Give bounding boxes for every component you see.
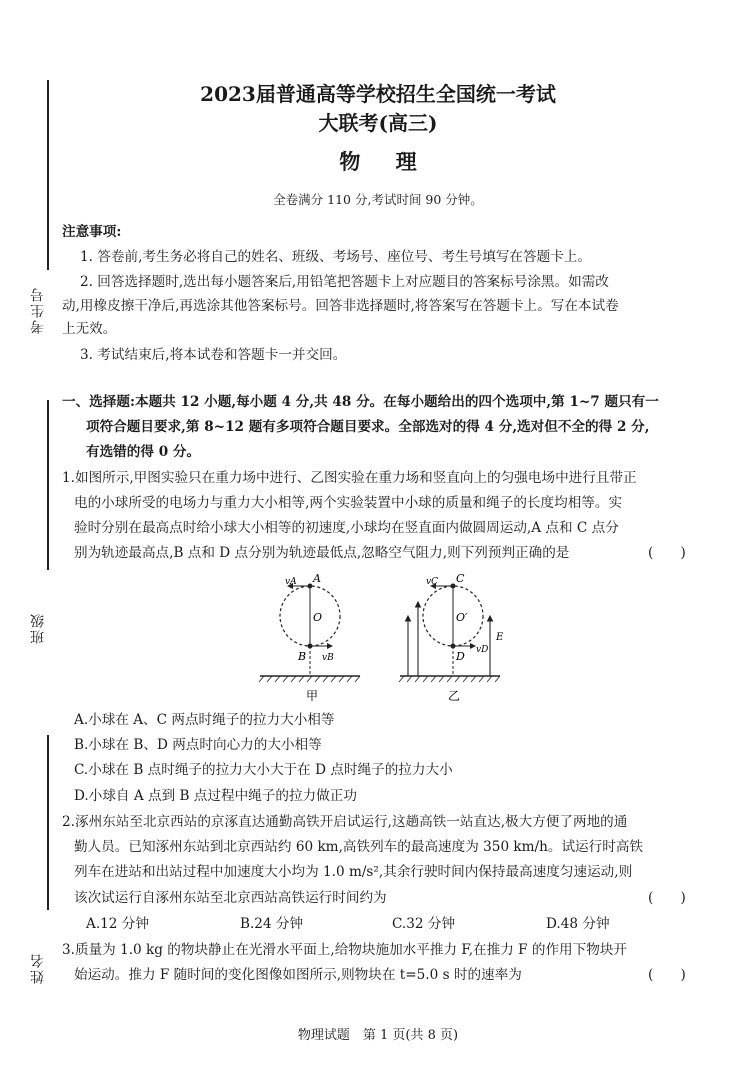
label-D: D — [456, 650, 465, 663]
q2-option-a: A.12 分钟 — [86, 916, 149, 932]
binding-line-low — [47, 735, 49, 910]
figure-yi — [399, 572, 504, 703]
q2-line3: 列车在进站和出站过程中加速度大小均为 1.0 m/s²,其余行驶时间内保持最高速度匀速运动,则 — [74, 864, 633, 880]
q2-answer-paren: ( ) — [648, 890, 686, 906]
q1-option-a: A.小球在 A、C 两点时绳子的拉力大小相等 — [74, 712, 335, 728]
notice-item-1: 1. 答卷前,考生务必将自己的姓名、班级、考场号、座位号、考生号填写在答题卡上。 — [80, 249, 591, 265]
notice-item-3: 3. 考试结束后,将本试卷和答题卡一并交回。 — [80, 347, 347, 363]
label-O-prime: O′ — [456, 611, 468, 624]
label-C: C — [456, 572, 465, 585]
label-B: B — [298, 650, 307, 663]
q1-option-c: C.小球在 B 点时绳子的拉力大小大于在 D 点时绳子的拉力大小 — [74, 762, 453, 778]
section1-line1: 一、选择题:本题共 12 小题,每小题 4 分,共 48 分。在每小题给出的四个选项中,第 1~7 题只有一 — [62, 394, 659, 410]
q1-line3: 验时分别在最高点时给小球大小相等的初速度,小球均在竖直面内做圆周运动,A 点和 C 点分 — [74, 520, 619, 536]
label-E: E — [496, 632, 504, 643]
notice-item-2a: 2. 回答选择题时,选出每小题答案后,用铅笔把答题卡上对应题目的答案标号涂黑。如需改 — [80, 274, 609, 290]
caption-yi: 乙 — [448, 689, 461, 703]
q3-answer-paren: ( ) — [648, 967, 686, 983]
q2-line1: 2.涿州东站至北京西站的京涿直达通勤高铁开启试运行,这趟高铁一站直达,极大方便了两地的通 — [62, 814, 628, 830]
q3-line2: 始运动。推力 F 随时间的变化图像如图所示,则物块在 t=5.0 s 时的速率为 — [74, 967, 522, 983]
exam-number-label: 考生号 — [28, 282, 54, 338]
section1-line3: 有选错的得 0 分。 — [86, 444, 201, 460]
q2-option-c: C.32 分钟 — [392, 916, 456, 932]
label-vA: vA — [285, 577, 297, 587]
label-vB: vB — [322, 653, 334, 663]
binding-line-mid — [47, 400, 49, 570]
exam-title: 2023届普通高等学校招生全国统一考试 — [200, 82, 556, 106]
label-vD: vD — [476, 645, 489, 655]
figure-jia — [259, 572, 360, 703]
q1-option-b: B.小球在 B、D 两点时向心力的大小相等 — [74, 737, 322, 753]
notice-item-2b: 动,用橡皮擦干净后,再选涂其他答案标号。回答非选择题时,将答案写在答题卡上。写在本试卷 — [62, 298, 619, 314]
class-label: 班级 — [28, 608, 54, 648]
subject-title: 物 理 — [339, 149, 431, 174]
section1-line2: 项符合题目要求,第 8~12 题有多项符合题目要求。全部选对的得 4 分,选对但不全的得 2 分, — [86, 419, 650, 435]
q1-figure — [250, 572, 530, 710]
q1-line1: 1.如图所示,甲图实验只在重力场中进行、乙图实验在重力场和竖直向上的匀强电场中进行且带正 — [62, 470, 637, 486]
notice-item-2c: 上无效。 — [62, 321, 117, 337]
page-footer: 物理试题 第 1 页(共 8 页) — [297, 1028, 459, 1043]
q3-line1: 3.质量为 1.0 kg 的物块静止在光滑水平面上,给物块施加水平推力 F,在推力 F 的作用下物块开 — [62, 942, 628, 958]
notice-heading: 注意事项: — [62, 224, 122, 240]
label-vC: vC — [426, 577, 438, 587]
q2-option-d: D.48 分钟 — [546, 916, 610, 932]
exam-subtitle: 大联考(高三) — [318, 111, 438, 135]
q1-line2: 电的小球所受的电场力与重力大小相等,两个实验装置中小球的质量和绳子的长度均相等。实 — [74, 495, 623, 511]
name-label: 姓名 — [28, 948, 54, 988]
label-O: O — [313, 611, 323, 624]
q2-option-b: B.24 分钟 — [240, 916, 304, 932]
score-info: 全卷满分 110 分,考试时间 90 分钟。 — [273, 192, 483, 207]
q1-line4: 别为轨迹最高点,B 点和 D 点分别为轨迹最低点,忽略空气阻力,则下列预判正确的是 — [74, 545, 570, 561]
caption-jia: 甲 — [306, 689, 319, 703]
q1-option-d: D.小球自 A 点到 B 点过程中绳子的拉力做正功 — [74, 788, 357, 804]
q1-answer-paren: ( ) — [648, 545, 686, 561]
q2-line2: 勤人员。已知涿州东站到北京西站约 60 km,高铁列车的最高速度为 350 km/h。试运行时高铁 — [74, 839, 644, 855]
q2-line4: 该次试运行自涿州东站至北京西站高铁运行时间约为 — [74, 890, 387, 906]
label-A: A — [313, 572, 321, 585]
